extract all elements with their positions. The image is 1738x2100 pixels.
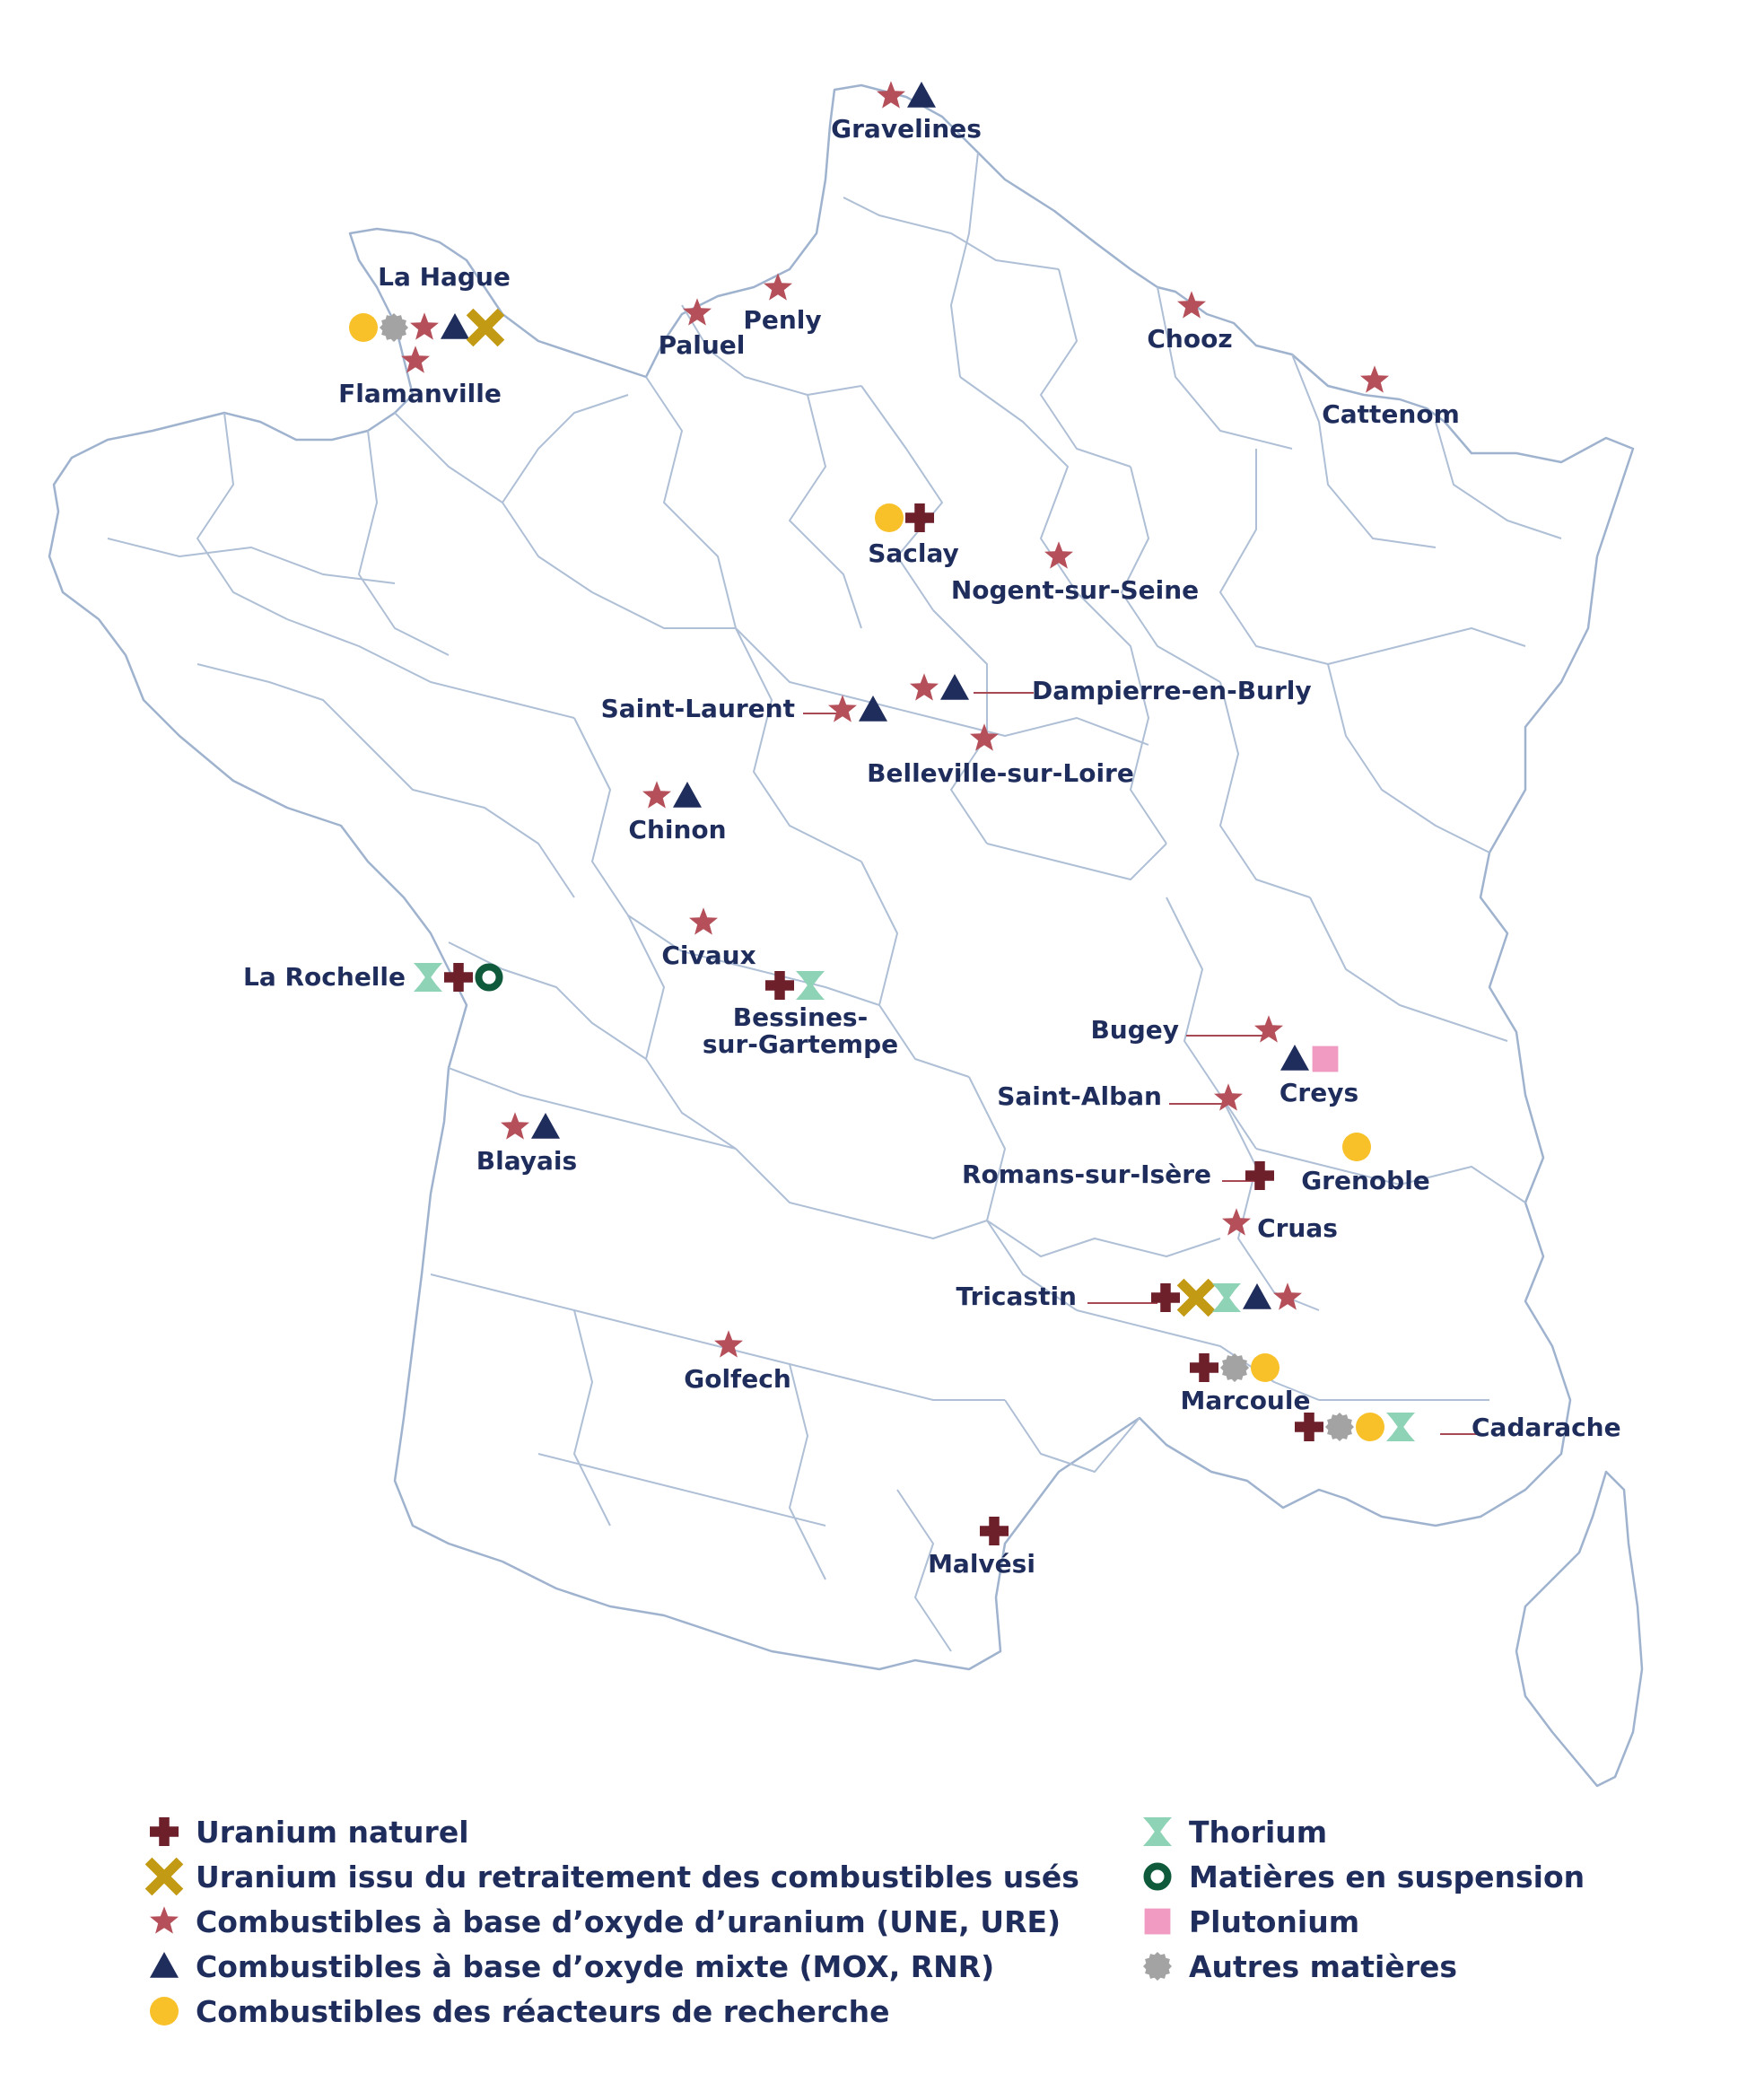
site-label: sur-Gartempe (702, 1029, 899, 1059)
site-label: La Hague (378, 262, 511, 292)
dept-border (951, 153, 978, 377)
thorium-icon (1386, 1413, 1415, 1441)
dept-border (574, 1310, 610, 1526)
legend (150, 1815, 1585, 2029)
site-label: Flamanville (338, 379, 502, 408)
legend-label: Uranium naturel (196, 1815, 469, 1850)
site-saint-laurent (601, 694, 887, 723)
site-label: Grenoble (1301, 1166, 1430, 1195)
oxyde-mixte-icon (531, 1113, 560, 1139)
site-golfech (684, 1330, 791, 1394)
site-marcoule (1181, 1353, 1311, 1415)
site-label: Belleville-sur-Loire (867, 758, 1134, 788)
oxyde-uranium-icon (714, 1330, 743, 1357)
uranium-naturel-icon (1190, 1353, 1218, 1382)
legend-label: Autres matières (1189, 1949, 1458, 1984)
autres-icon (1220, 1353, 1249, 1382)
site-civaux (661, 907, 755, 970)
site-penly (743, 273, 821, 335)
plutonium-icon (1145, 1909, 1171, 1935)
dept-border (1292, 354, 1436, 547)
dept-border (592, 592, 861, 700)
dept-border (197, 413, 287, 619)
dept-border (502, 395, 628, 503)
thorium-icon (1143, 1817, 1172, 1846)
dept-border (987, 1221, 1220, 1256)
site-label: Saint-Laurent (600, 694, 795, 723)
oxyde-uranium-icon (689, 907, 718, 934)
autres-icon (380, 313, 408, 342)
legend-item-plutonium (1145, 1904, 1360, 1939)
site-label: Dampierre-en-Burly (1032, 676, 1312, 705)
site-blayais (476, 1112, 577, 1176)
legend-item-reacteurs-recherche (150, 1994, 890, 2029)
oxyde-uranium-icon (1254, 1015, 1283, 1042)
oxyde-uranium-icon (877, 81, 905, 108)
dept-border (1220, 1095, 1319, 1310)
dept-border (790, 395, 861, 628)
legend-item-thorium (1143, 1815, 1327, 1850)
dept-border (1122, 467, 1220, 682)
dept-border (1157, 287, 1292, 449)
site-gravelines (831, 81, 982, 144)
legend-label: Combustibles à base d’oxyde d’uranium (UNE, URE) (196, 1904, 1061, 1939)
oxyde-mixte-icon (940, 674, 969, 700)
oxyde-uranium-icon (764, 273, 792, 300)
legend-item-oxyde-uranium (150, 1904, 1061, 1939)
site-cadarache (1295, 1413, 1621, 1442)
reacteurs-recherche-icon (875, 503, 904, 532)
site-label: Blayais (476, 1146, 578, 1176)
dept-border (449, 1068, 736, 1149)
oxyde-uranium-icon (501, 1112, 529, 1139)
dept-border (359, 431, 449, 655)
dept-border (1328, 628, 1525, 664)
legend-label: Matières en suspension (1189, 1859, 1585, 1894)
plutonium-icon (1313, 1046, 1339, 1072)
site-belleville-sur-loire (867, 723, 1134, 788)
oxyde-mixte-icon (859, 696, 887, 722)
dept-border (1077, 592, 1166, 844)
site-label: Civaux (661, 941, 756, 970)
uranium-naturel-icon (1151, 1283, 1180, 1312)
dept-border (987, 844, 1166, 879)
site-label: Romans-sur-Isère (962, 1159, 1211, 1189)
site-label: Paluel (658, 330, 746, 360)
uranium-naturel-icon (905, 503, 934, 532)
reacteurs-recherche-icon (1342, 1133, 1371, 1161)
dept-border (1166, 897, 1256, 1149)
site-label: Saclay (868, 538, 959, 568)
site-label: Gravelines (831, 114, 982, 144)
reacteurs-recherche-icon (1356, 1413, 1384, 1441)
dept-border (1436, 422, 1561, 538)
dept-border (1220, 449, 1328, 664)
site-label: Creys (1279, 1078, 1359, 1107)
legend-item-autres (1143, 1949, 1457, 1984)
thorium-icon (414, 963, 442, 992)
legend-item-oxyde-mixte (150, 1949, 994, 1984)
site-label: Tricastin (956, 1282, 1077, 1311)
legend-label: Combustibles des réacteurs de recherche (196, 1994, 890, 2029)
dept-border (108, 538, 395, 583)
uranium-naturel-icon (150, 1817, 179, 1846)
site-la-rochelle (243, 962, 500, 992)
site-label: Marcoule (1180, 1386, 1311, 1415)
thorium-icon (1212, 1283, 1241, 1312)
dept-border (359, 736, 574, 897)
site-tricastin (956, 1282, 1302, 1312)
uranium-naturel-icon (765, 971, 794, 1000)
legend-item-suspension (1147, 1859, 1585, 1894)
site-flamanville (338, 346, 502, 408)
dept-border (736, 1149, 987, 1238)
reacteurs-recherche-icon (1251, 1353, 1279, 1382)
site-label: Chooz (1147, 324, 1233, 354)
legend-label: Combustibles à base d’oxyde mixte (MOX, RNR) (196, 1949, 995, 1984)
site-label: Chinon (628, 815, 727, 844)
site-label: La Rochelle (243, 962, 406, 992)
dept-border (538, 1454, 825, 1526)
site-la-hague (349, 262, 511, 342)
uranium-naturel-icon (1245, 1161, 1274, 1190)
site-label: Bessines- (732, 1002, 869, 1032)
oxyde-uranium-icon (150, 1906, 179, 1933)
dept-border (646, 377, 736, 628)
oxyde-mixte-icon (907, 82, 936, 108)
uranium-naturel-icon (980, 1517, 1009, 1545)
dept-border (1328, 664, 1489, 853)
oxyde-uranium-icon (410, 312, 439, 339)
oxyde-uranium-icon (1222, 1208, 1251, 1235)
oxyde-uranium-icon (1273, 1282, 1302, 1309)
dept-border (395, 413, 592, 592)
site-label: Cadarache (1472, 1413, 1621, 1442)
oxyde-uranium-icon (1360, 365, 1389, 392)
dept-border (287, 619, 574, 718)
site-label: Penly (743, 305, 822, 335)
uranium-naturel-icon (1295, 1413, 1323, 1441)
dept-border (790, 1364, 825, 1579)
site-bessines-sur-gartempe (703, 971, 898, 1059)
site-creys (1279, 1045, 1358, 1107)
dept-border (1041, 269, 1131, 467)
dept-border (449, 942, 646, 1059)
dept-border (1005, 1400, 1140, 1472)
department-borders (49, 85, 1642, 1786)
uranium-retraitement-icon (473, 315, 497, 339)
legend-item-uranium-retraitement (152, 1859, 1079, 1894)
site-label: Cattenom (1322, 399, 1460, 429)
oxyde-mixte-icon (1243, 1283, 1271, 1309)
suspension-icon (1147, 1866, 1167, 1886)
sites-layer (243, 81, 1621, 1579)
dept-border (861, 700, 1148, 745)
reacteurs-recherche-icon (349, 313, 378, 342)
site-label: Cruas (1257, 1213, 1338, 1243)
site-label: Malvési (928, 1549, 1035, 1579)
dept-border (933, 610, 987, 844)
oxyde-mixte-icon (150, 1952, 179, 1978)
dept-border (1310, 897, 1507, 1041)
reacteurs-recherche-icon (150, 1997, 179, 2026)
site-label: Golfech (684, 1364, 791, 1394)
dept-border (1220, 682, 1310, 897)
autres-icon (1143, 1952, 1172, 1981)
uranium-retraitement-icon (1183, 1285, 1208, 1309)
oxyde-uranium-icon (910, 673, 939, 700)
oxyde-mixte-icon (1280, 1045, 1309, 1071)
corsica-outline (1516, 1472, 1642, 1786)
autres-icon (1325, 1413, 1354, 1441)
oxyde-uranium-icon (828, 695, 857, 722)
dept-border (969, 1077, 1077, 1310)
site-romans-sur-is-re (962, 1159, 1274, 1190)
site-saint-alban (997, 1081, 1243, 1111)
uranium-retraitement-icon (152, 1864, 176, 1888)
legend-item-uranium-naturel (150, 1815, 469, 1850)
site-cruas (1222, 1208, 1338, 1243)
legend-label: Plutonium (1189, 1904, 1360, 1939)
dept-border (736, 628, 861, 862)
legend-label: Thorium (1189, 1815, 1328, 1850)
site-label: Bugey (1090, 1015, 1179, 1045)
oxyde-mixte-icon (673, 782, 702, 808)
dept-border (861, 386, 942, 610)
site-label: Saint-Alban (997, 1081, 1162, 1111)
dept-border (197, 664, 359, 736)
site-dampierre-en-burly (910, 673, 1312, 705)
site-nogent-sur-seine (951, 541, 1199, 605)
oxyde-mixte-icon (441, 313, 469, 339)
dept-border (843, 197, 1059, 269)
site-label: Nogent-sur-Seine (950, 575, 1200, 605)
site-chinon (628, 781, 726, 844)
oxyde-uranium-icon (642, 781, 671, 808)
legend-label: Uranium issu du retraitement des combustibles usés (196, 1859, 1079, 1894)
suspension-icon (478, 967, 499, 987)
